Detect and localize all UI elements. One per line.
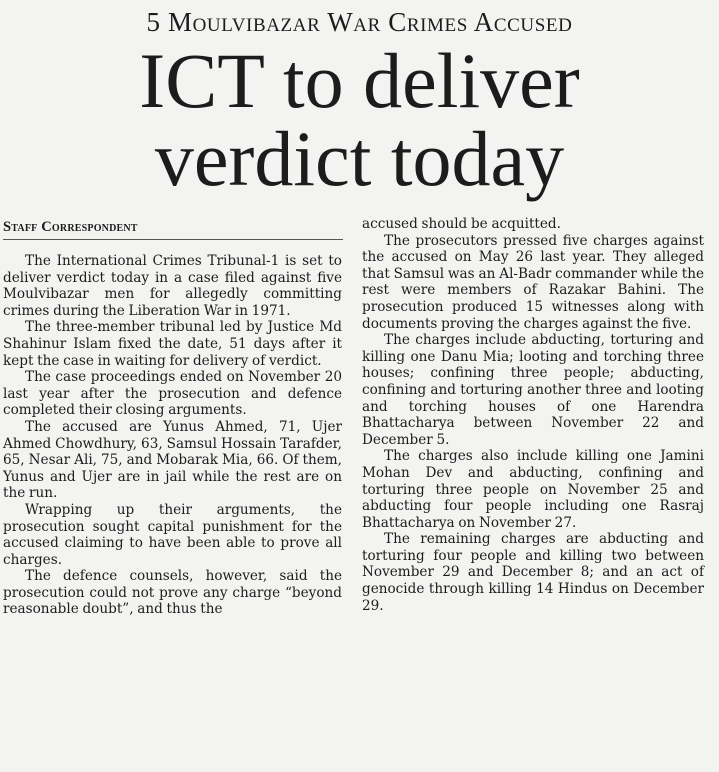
headline [0,37,719,202]
kicker: 5 Moulvibazar War Crimes Accused [146,7,573,37]
paragraph: The charges include abducting, torturing and killing one Danu Mia; looting and torching three houses; confining three people; abducting, confining and torturing another three and looting and torching houses of one Harendra Bhattacharya between November 22 and December 5. [362,332,704,448]
article-column-2 [362,216,704,614]
paragraph: The remaining charges are abducting and torturing four people and killing two between November 29 and December 8; and an act of genocide through killing 14 Hindus on December 29. [362,531,704,614]
paragraph: The three-member tribunal led by Justice Md Shahinur Islam fixed the date, 51 days after it kept the case in waiting for delivery of verdict. [3,319,342,369]
headline-line-2: verdict today [154,115,565,202]
paragraph: The International Crimes Tribunal-1 is set to deliver verdict today in a case filed against five Moulvibazar men for allegedly committing crimes during the Liberation War in 1971. [3,253,342,319]
paragraph: The case proceedings ended on November 20 last year after the prosecution and defence completed their closing arguments. [3,369,342,419]
paragraph: The prosecutors pressed five charges against the accused on May 26 last year. They alleged that Samsul was an Al-Badr commander while the rest were members of Razakar Bahini. The prosecution produced 15 witnesses along with documents proving the charges against the five. [362,232,704,332]
paragraph: The defence counsels, however, said the prosecution could not prove any charge “beyond reasonable doubt”, and thus the [3,568,342,618]
article-column-1 [3,253,342,618]
paragraph: The charges also include killing one Jamini Mohan Dev and abducting, confining and torturing three people on November 25 and abducting four people including one Rasraj Bhattacharya on November 27. [362,448,704,531]
paragraph-continued: accused should be acquitted. [362,216,561,232]
byline-rule [3,239,343,240]
paragraph: The accused are Yunus Ahmed, 71, Ujer Ahmed Chowdhury, 63, Samsul Hossain Tarafder, 65, Nesar Ali, 75, and Mobarak Mia, 66. Of them, Yunus and Ujer are in jail while the rest are on the run. [3,418,342,502]
byline: Staff Correspondent [3,219,138,235]
headline-line-1: ICT to deliver [139,37,580,124]
paragraph: Wrapping up their arguments, the prosecution sought capital punishment for the accused claiming to have been able to prove all charges. [3,501,342,568]
